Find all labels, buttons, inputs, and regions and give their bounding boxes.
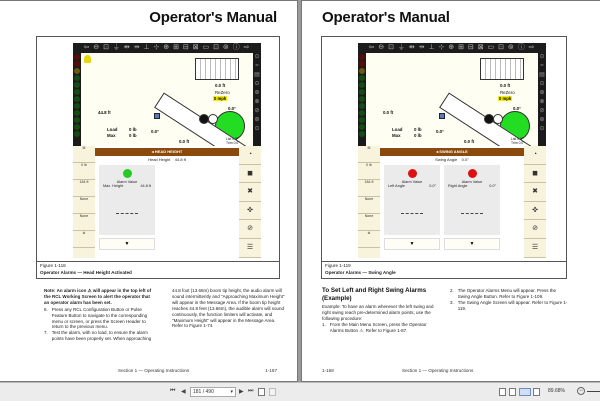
alarm-panel bbox=[73, 146, 261, 258]
head-height-value: 44.8 ft bbox=[98, 110, 111, 115]
continuous-view-icon[interactable] bbox=[509, 388, 516, 396]
alarm-panel bbox=[358, 146, 546, 258]
rezero-label: ReZero bbox=[215, 90, 230, 95]
right-toolbar: ⊙ ≈ ▤ ⊙ ⊛ ⊗ ⊘ ⊛ ⊙ bbox=[253, 53, 261, 146]
extension-value: 0.0 ft bbox=[500, 83, 511, 88]
check-icon bbox=[123, 169, 132, 178]
gauge-button[interactable]: ◔ bbox=[239, 146, 261, 165]
max-value: 0 lb bbox=[129, 133, 137, 138]
hoist-button[interactable]: ⊛ bbox=[358, 231, 380, 248]
load-button[interactable]: 0 lb bbox=[358, 163, 380, 180]
rezero-label: ReZero bbox=[500, 90, 515, 95]
alarm-status-icon bbox=[408, 169, 417, 178]
boom-extension-graphic bbox=[480, 58, 524, 80]
screen-header[interactable]: ◂ HEAD HEIGHT bbox=[95, 148, 239, 156]
dropdown-arrow-button[interactable]: ▼ bbox=[99, 238, 155, 250]
page-dropdown-icon: ▾ bbox=[230, 389, 233, 395]
last-page-button[interactable]: ⏭ bbox=[248, 388, 254, 394]
page-title: Operator's Manual bbox=[149, 9, 277, 26]
head-height-value: 0.0 ft bbox=[383, 110, 394, 115]
level-angle: 0.0° bbox=[228, 106, 236, 111]
figure-box bbox=[36, 36, 280, 279]
first-page-button[interactable]: ⏮ bbox=[170, 388, 176, 394]
alarm-card-max-height[interactable]: Alarm Value Max. Height 44.8 ft bbox=[99, 165, 155, 235]
camera-button[interactable]: ◼ bbox=[524, 165, 546, 184]
dropdown-arrow-button-right[interactable]: ▼ bbox=[444, 238, 500, 250]
figure-caption: Figure 1-119 Operator Alarms — Swing Angle bbox=[322, 261, 566, 278]
page-number-input[interactable]: 181 / 490 ▾ bbox=[190, 387, 236, 397]
crane-diagram bbox=[81, 53, 253, 146]
length-button[interactable]: 184 ft bbox=[358, 180, 380, 197]
level-angle: 0.0° bbox=[513, 106, 521, 111]
rcl-toolbar: ⇦ ⊖ ⊡ ⏚ ⇹ ⇸ ⊥ ⊹ ⊕ ⊞ ⊟ ⊠ ▭ ⊡ ⊚ ⓘ ⇨ bbox=[358, 43, 546, 53]
alarm-card-right-angle[interactable]: Alarm Value Right Angle 0.0° bbox=[444, 165, 500, 235]
warning-lights bbox=[358, 53, 366, 146]
extension-value: 0.0 ft bbox=[215, 83, 226, 88]
load-value: 0 lb bbox=[129, 127, 137, 132]
zoom-slider[interactable] bbox=[587, 391, 600, 392]
boom-extension-graphic bbox=[195, 58, 239, 80]
hoist-button[interactable]: ⊛ bbox=[73, 231, 95, 248]
head-height-summary: Head Height 44.8 ft bbox=[148, 157, 186, 162]
boom-config-button[interactable]: ⊞ bbox=[73, 146, 95, 163]
radius-value: 0.0 ft bbox=[179, 139, 190, 144]
zoom-out-button[interactable]: − bbox=[577, 387, 585, 395]
hook-block-graphic bbox=[154, 113, 160, 119]
boom-angle: 0.0° bbox=[151, 129, 159, 134]
left-side-buttons bbox=[358, 146, 380, 258]
prev-page-button[interactable]: ◀ bbox=[181, 389, 186, 395]
wind-speed: 0 mph bbox=[214, 96, 227, 101]
tools-button[interactable]: ✖ bbox=[524, 183, 546, 202]
dropdown-arrow-button-left[interactable]: ▼ bbox=[384, 238, 440, 250]
book-view-icon[interactable] bbox=[533, 388, 540, 396]
menu-button[interactable]: ☰ bbox=[239, 239, 261, 258]
counterweight-button[interactable]: None bbox=[358, 197, 380, 214]
body-column-2: 44.8 foot (13.66m) boom tip height, the audio alarm will sound intermittently and "Approaching Maximum Height" will appear in the Message Area. If the boom tip height reaches 44.8 feet (13.66m), the audible alarm will sound continuously, the function limiters will activate, and "Maximum Height" will appear in the Message Area. Refer to Figure 1-74. bbox=[172, 288, 285, 329]
footer-section: Section 1 — Operating Instructions bbox=[118, 368, 190, 373]
copy-icon[interactable] bbox=[258, 388, 265, 396]
max-label: Max bbox=[392, 133, 401, 138]
jib-button[interactable]: None bbox=[358, 214, 380, 231]
boom-angle: 0.0° bbox=[436, 129, 444, 134]
body-column-1: Note: An alarm icon ⚠ will appear in the top left of the RCL Working Screen to alert the operator that an operator alarm has been set. 6. Press any RCL Configuration Button or Pulse Feature Button to navigate to the corresponding menu or screen, or press the Screen Header to return to the previous menu. 7. Test the alarm, with no load, to ensure the alarm points have been properly set. When approaching bbox=[44, 288, 152, 342]
list-value: List 0.0° bbox=[226, 137, 239, 141]
load-label: Load bbox=[392, 127, 403, 132]
two-page-view-icon[interactable] bbox=[519, 388, 531, 396]
rcl-screen bbox=[358, 43, 546, 258]
camera-button[interactable]: ◼ bbox=[239, 165, 261, 184]
footer-page-number: 1-168 bbox=[322, 368, 334, 373]
mute-button[interactable]: ⊘ bbox=[524, 220, 546, 239]
swing-indicator-light bbox=[493, 114, 503, 124]
jib-button[interactable]: None bbox=[73, 214, 95, 231]
gauge-button[interactable]: ◔ bbox=[524, 146, 546, 165]
body-column-2: 2. The Operator Alarms Menu will appear. Press the Swing Angle Button. Refer to Figure 1-109. 3. The Swing Angle Screen will appear. Refer to Figure 1-119. bbox=[450, 288, 568, 311]
load-label: Load bbox=[107, 127, 118, 132]
figure-caption: Figure 1-118 Operator Alarms — Head Height Activated bbox=[37, 261, 279, 278]
load-button[interactable]: 0 lb bbox=[73, 163, 95, 180]
hook-block-graphic bbox=[439, 113, 445, 119]
length-button[interactable]: 184 ft bbox=[73, 180, 95, 197]
warning-lights bbox=[73, 53, 81, 146]
trim-value: Trim 0.0° bbox=[226, 141, 240, 145]
page-left bbox=[0, 0, 298, 382]
screen-header[interactable]: ◂ SWING ANGLE bbox=[380, 148, 524, 156]
right-side-buttons bbox=[239, 146, 261, 258]
max-label: Max bbox=[107, 133, 116, 138]
counterweight-button[interactable]: None bbox=[73, 197, 95, 214]
right-swing-icon bbox=[461, 196, 483, 214]
target-button[interactable]: ✜ bbox=[524, 202, 546, 221]
rcl-toolbar: ⇦ ⊖ ⊡ ⏚ ⇹ ⇸ ⊥ ⊹ ⊕ ⊞ ⊟ ⊠ ▭ ⊡ ⊚ ⓘ ⇨ bbox=[73, 43, 261, 53]
mute-button[interactable]: ⊘ bbox=[239, 220, 261, 239]
figure-box bbox=[321, 36, 567, 279]
single-page-view-icon[interactable] bbox=[499, 388, 506, 396]
target-button[interactable]: ✜ bbox=[239, 202, 261, 221]
boom-config-button[interactable]: ⊞ bbox=[358, 146, 380, 163]
page-title: Operator's Manual bbox=[322, 9, 450, 26]
alarm-status-icon bbox=[468, 169, 477, 178]
footer-section: Section 1 — Operating Instructions bbox=[402, 368, 474, 373]
tools-button[interactable]: ✖ bbox=[239, 183, 261, 202]
paste-icon[interactable] bbox=[269, 388, 276, 396]
body-column-1: To Set Left and Right Swing Alarms (Example) Example: To have an alarm whenever the left swing and right swing reach pre-determined alarm points, use the following procedure: 1. From the Main Menu Screen, press the Operator Alarms Button ⚠. Refer to Figure 1-87. bbox=[322, 287, 434, 333]
left-swing-icon bbox=[401, 196, 423, 214]
rcl-screen bbox=[73, 43, 261, 258]
load-value: 0 lb bbox=[414, 127, 422, 132]
trim-value: Trim 0.0° bbox=[511, 141, 525, 145]
radius-value: 0.0 ft bbox=[464, 139, 475, 144]
right-toolbar: ⊙ ≈ ▤ ⊙ ⊛ ⊗ ⊘ ⊛ ⊙ bbox=[538, 53, 546, 146]
list-value: List 0.0° bbox=[511, 137, 524, 141]
alarm-bell-icon bbox=[84, 55, 91, 63]
viewer-statusbar bbox=[0, 382, 600, 401]
alarm-card-left-angle[interactable]: Alarm Value Left Angle 0.0° bbox=[384, 165, 440, 235]
menu-button[interactable]: ☰ bbox=[524, 239, 546, 258]
swing-angle-summary: Swing Angle 0.0° bbox=[435, 157, 469, 162]
boom-height-icon bbox=[116, 196, 138, 214]
swing-indicator-light bbox=[208, 114, 218, 124]
right-side-buttons bbox=[524, 146, 546, 258]
wind-speed: 0 mph bbox=[499, 96, 512, 101]
zoom-level[interactable]: 89.68% bbox=[548, 388, 565, 394]
footer-page-number: 1-167 bbox=[265, 368, 277, 373]
max-value: 0 lb bbox=[414, 133, 422, 138]
left-side-buttons bbox=[73, 146, 95, 258]
page-right bbox=[301, 0, 600, 382]
crane-diagram bbox=[366, 53, 538, 146]
next-page-button[interactable]: ▶ bbox=[239, 389, 244, 395]
